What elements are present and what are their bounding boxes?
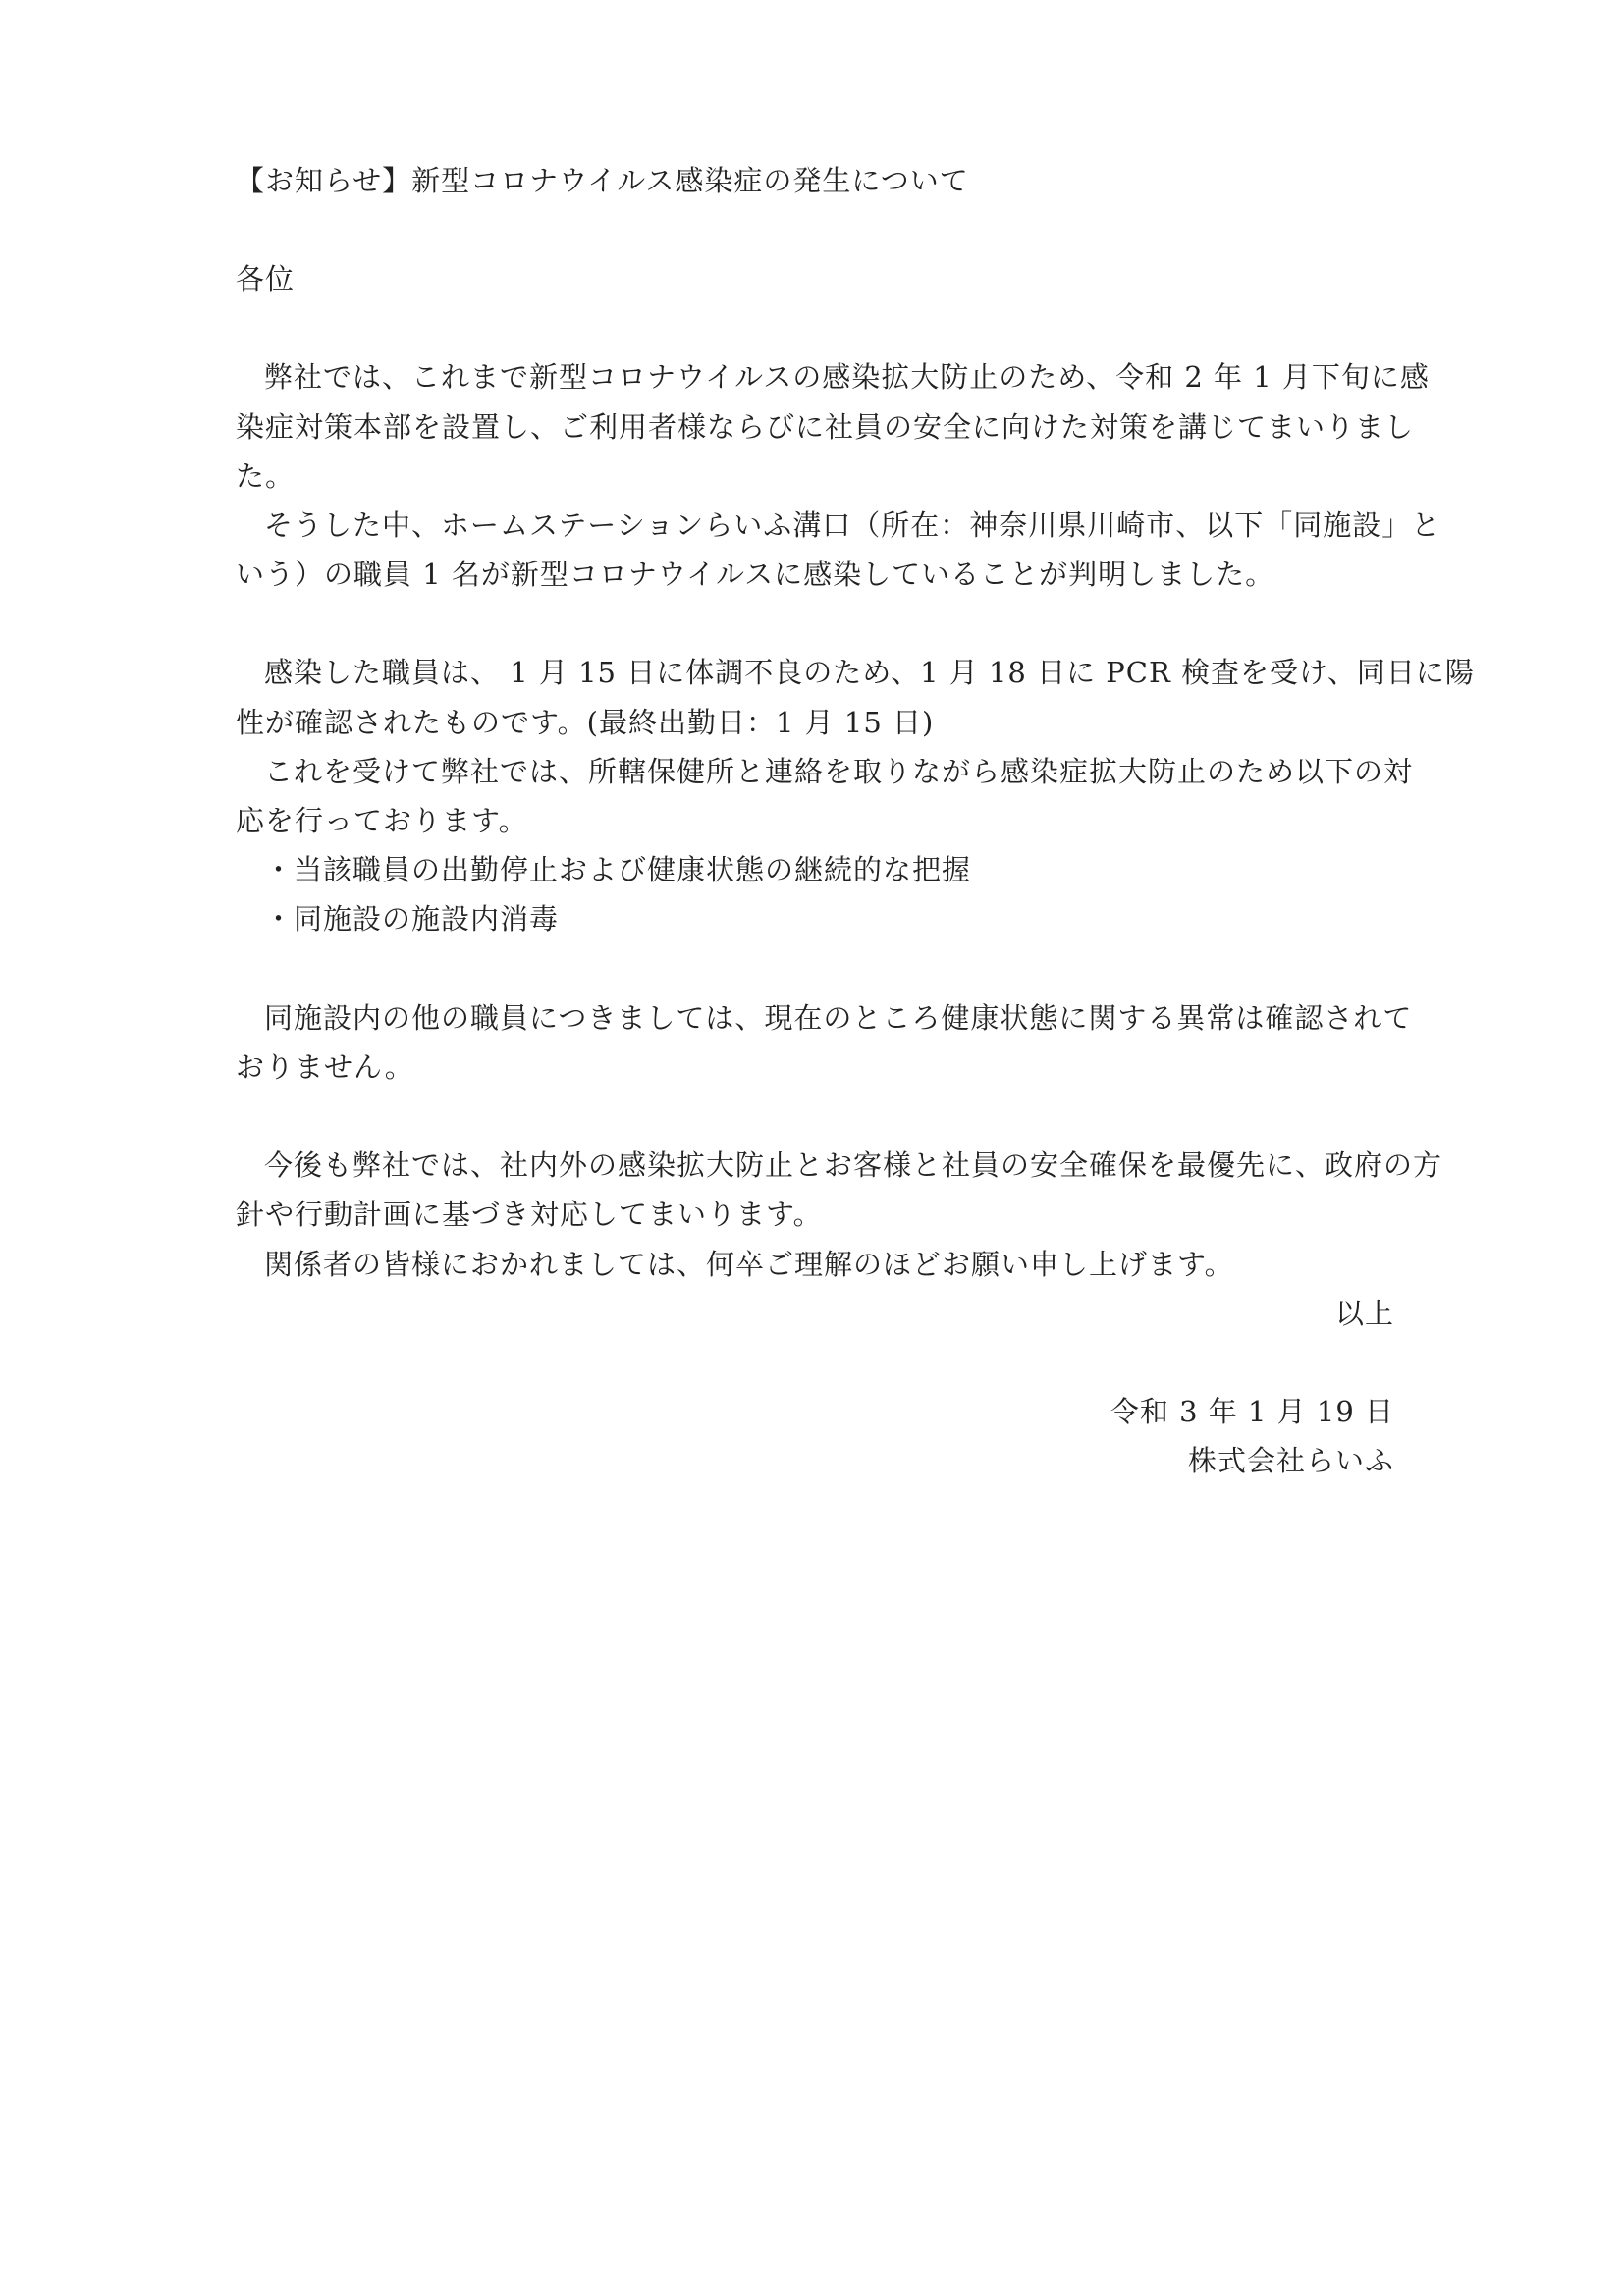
- paragraph-line: おりません。: [236, 1050, 414, 1084]
- paragraph-line: た。: [236, 459, 296, 493]
- paragraph-line: 応を行っております。: [236, 804, 528, 837]
- paragraph-line: これを受けて弊社では、所轄保健所と連絡を取りながら感染症拡大防止のため以下の対: [264, 755, 1414, 788]
- paragraph-line: 性が確認されたものです。(最終出勤日：1 月 15 日): [236, 706, 935, 739]
- company-name: 株式会社らいふ: [1187, 1444, 1394, 1477]
- bullet-item: ・同施設の施設内消毒: [264, 902, 560, 935]
- paragraph-line: 染症対策本部を設置し、ご利用者様ならびに社員の安全に向けた対策を講じてまいりまし: [236, 410, 1415, 444]
- paragraph-line: いう）の職員 1 名が新型コロナウイルスに感染していることが判明しました。: [236, 558, 1275, 591]
- paragraph-line: 感染した職員は、 1 月 15 日に体調不良のため、1 月 18 日に PCR 検査を受け、同日に陽: [264, 656, 1475, 689]
- paragraph-line: 同施設内の他の職員につきましては、現在のところ健康状態に関する異常は確認されて: [264, 1001, 1413, 1035]
- paragraph-line: 弊社では、これまで新型コロナウイルスの感染拡大防止のため、令和 2 年 1 月下旬に感: [264, 360, 1430, 394]
- bullet-item: ・当該職員の出勤停止および健康状態の継続的な把握: [264, 853, 972, 886]
- issue-date: 令和 3 年 1 月 19 日: [1110, 1395, 1394, 1428]
- paragraph-line: 関係者の皆様におかれましては、何卒ご理解のほどお願い申し上げます。: [264, 1248, 1234, 1281]
- notice-title: 【お知らせ】新型コロナウイルス感染症の発生について: [236, 164, 969, 197]
- paragraph-line: 今後も弊社では、社内外の感染拡大防止とお客様と社員の安全確保を最優先に、政府の方: [264, 1148, 1443, 1182]
- paragraph-line: そうした中、ホームステーションらいふ溝口（所在：神奈川県川崎市、以下「同施設」と: [264, 508, 1441, 542]
- salutation: 各位: [236, 262, 296, 295]
- closing-mark: 以上: [1334, 1297, 1394, 1330]
- paragraph-line: 針や行動計画に基づき対応してまいります。: [236, 1198, 823, 1231]
